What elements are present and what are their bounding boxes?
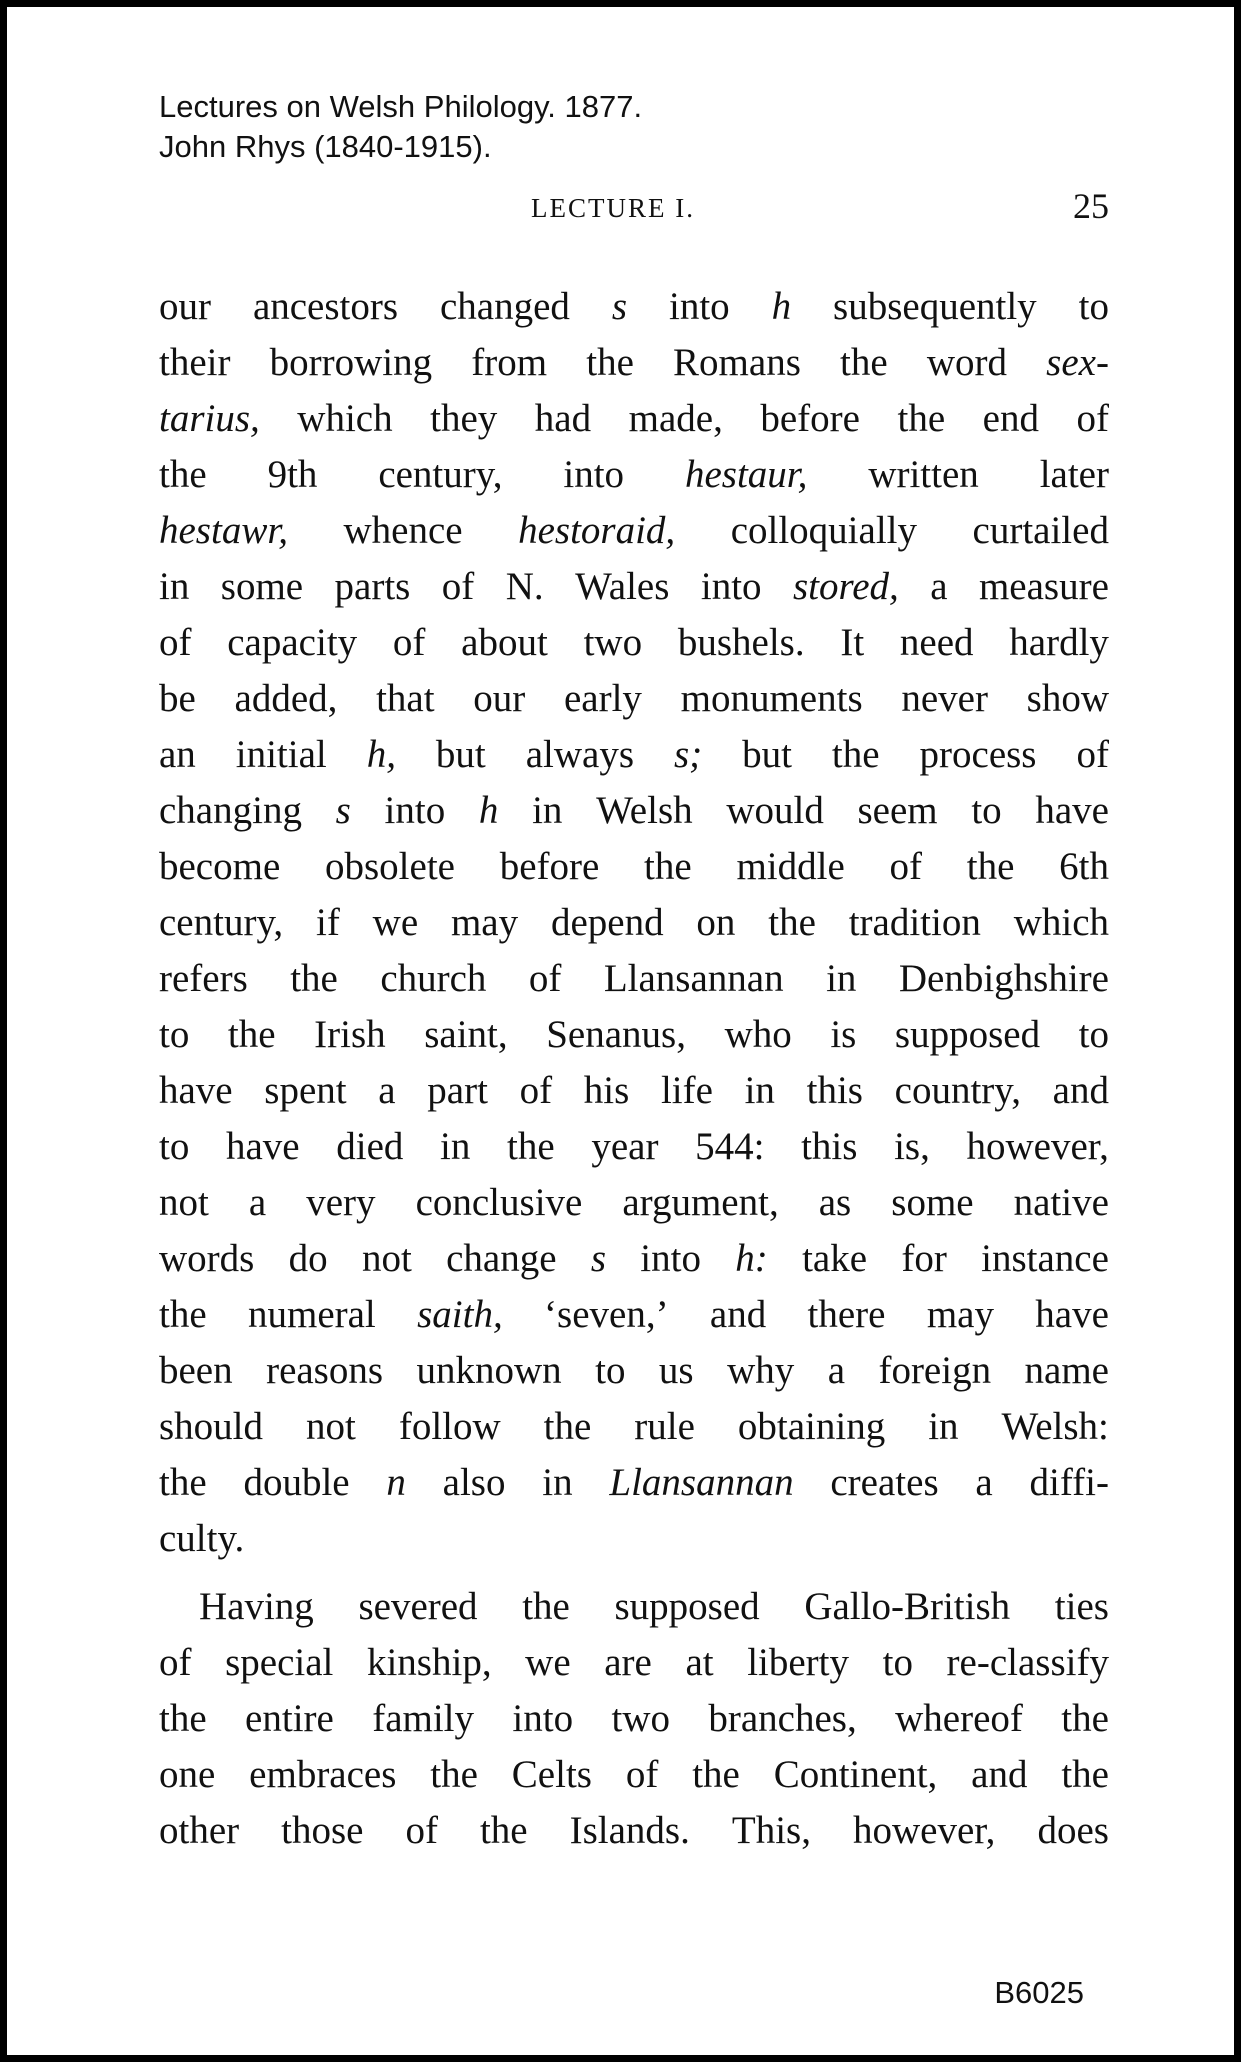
word: in bbox=[159, 565, 190, 608]
word: an bbox=[159, 733, 196, 776]
word: n bbox=[386, 1461, 406, 1504]
word: 9th bbox=[267, 453, 318, 496]
word: to bbox=[595, 1349, 626, 1392]
word: s bbox=[335, 789, 351, 832]
word: It bbox=[840, 621, 865, 664]
word: this bbox=[806, 1069, 863, 1112]
word: made, bbox=[628, 397, 723, 440]
word: our bbox=[473, 677, 526, 720]
word: other bbox=[159, 1809, 240, 1852]
word: words bbox=[159, 1237, 255, 1280]
word: the bbox=[290, 957, 338, 1000]
word: into bbox=[563, 453, 625, 496]
word: saith, bbox=[417, 1293, 503, 1336]
word: liberty bbox=[747, 1641, 850, 1684]
word: stored, bbox=[792, 565, 899, 608]
word: depend bbox=[550, 901, 664, 944]
text-line bbox=[159, 559, 1109, 615]
word: to bbox=[1078, 1013, 1109, 1056]
word: hestaur, bbox=[684, 453, 808, 496]
word: the bbox=[159, 453, 207, 496]
word: Celts bbox=[511, 1753, 592, 1796]
word: the bbox=[644, 845, 692, 888]
word: double bbox=[243, 1461, 350, 1504]
word: borrowing bbox=[269, 341, 433, 384]
word: the bbox=[966, 845, 1015, 888]
word: in bbox=[744, 1069, 775, 1112]
word: of bbox=[889, 845, 922, 888]
text-line bbox=[159, 895, 1109, 951]
word: there bbox=[807, 1293, 886, 1336]
word: seem bbox=[857, 789, 938, 832]
word: 6th bbox=[1059, 845, 1109, 888]
text-line bbox=[159, 1511, 1109, 1567]
word: life bbox=[660, 1069, 713, 1112]
word: h: bbox=[735, 1237, 768, 1280]
word: hestawr, bbox=[159, 509, 288, 552]
word: Denbighshire bbox=[898, 957, 1109, 1000]
word: before bbox=[499, 845, 600, 888]
word: supposed bbox=[894, 1013, 1041, 1056]
word: Continent, bbox=[773, 1753, 938, 1796]
word: into bbox=[700, 565, 762, 608]
source-note-line-2: John Rhys (1840-1915). bbox=[159, 129, 492, 164]
word: this bbox=[801, 1125, 858, 1168]
word: saint, bbox=[424, 1013, 508, 1056]
word: subsequently bbox=[833, 285, 1037, 328]
word: native bbox=[1013, 1181, 1109, 1224]
text-line bbox=[159, 1747, 1109, 1803]
word: entire bbox=[245, 1697, 334, 1740]
word: argument, bbox=[622, 1181, 779, 1224]
word: s; bbox=[673, 733, 703, 776]
word: church bbox=[380, 957, 487, 1000]
word: Welsh bbox=[596, 789, 693, 832]
word: us bbox=[658, 1349, 694, 1392]
text-line bbox=[159, 783, 1109, 839]
word: h, bbox=[366, 733, 396, 776]
source-note bbox=[159, 87, 642, 167]
word: instance bbox=[981, 1237, 1109, 1280]
text-line bbox=[159, 1455, 1109, 1511]
word: one bbox=[159, 1753, 216, 1796]
word: 544: bbox=[695, 1125, 765, 1168]
word: century, bbox=[159, 901, 284, 944]
word: two bbox=[583, 621, 643, 664]
word: who bbox=[724, 1013, 792, 1056]
word: at bbox=[685, 1641, 714, 1684]
word: Romans bbox=[673, 341, 801, 384]
word: a bbox=[378, 1069, 396, 1112]
word: the bbox=[159, 1697, 207, 1740]
word: kinship, bbox=[366, 1641, 492, 1684]
word: but bbox=[435, 733, 486, 776]
word: ‘seven,’ bbox=[544, 1293, 669, 1336]
word: ancestors bbox=[252, 285, 399, 328]
word: N. bbox=[505, 565, 544, 608]
word: Welsh: bbox=[1001, 1405, 1109, 1448]
word: country, bbox=[894, 1069, 1021, 1112]
text-line bbox=[159, 279, 1109, 335]
word: not bbox=[159, 1181, 209, 1224]
word: to bbox=[971, 789, 1002, 832]
word: have bbox=[1035, 789, 1109, 832]
word: follow bbox=[398, 1405, 501, 1448]
word: of bbox=[625, 1753, 659, 1796]
text-line bbox=[159, 391, 1109, 447]
word: changed bbox=[439, 285, 570, 328]
word: should bbox=[159, 1405, 264, 1448]
word: Llansannan bbox=[603, 957, 784, 1000]
running-title: LECTURE I. bbox=[531, 193, 695, 223]
word: never bbox=[901, 677, 988, 720]
word: unknown bbox=[416, 1349, 562, 1392]
word: word bbox=[926, 341, 1008, 384]
text-line bbox=[159, 1691, 1109, 1747]
word: have bbox=[1035, 1293, 1109, 1336]
word: colloquially bbox=[730, 509, 918, 552]
word: creates bbox=[830, 1461, 939, 1504]
text-line bbox=[159, 1579, 1109, 1635]
word: middle bbox=[736, 845, 845, 888]
catalog-code: B6025 bbox=[994, 1975, 1084, 2010]
word: we bbox=[372, 901, 419, 944]
word: a bbox=[827, 1349, 845, 1392]
word: show bbox=[1026, 677, 1109, 720]
word: from bbox=[471, 341, 548, 384]
word: the bbox=[768, 901, 816, 944]
word: s bbox=[611, 285, 628, 328]
text-line bbox=[159, 1007, 1109, 1063]
word: to bbox=[882, 1641, 913, 1684]
word: the bbox=[692, 1753, 740, 1796]
word: into bbox=[512, 1697, 574, 1740]
word: monuments bbox=[680, 677, 863, 720]
word: numeral bbox=[247, 1293, 376, 1336]
word: foreign bbox=[878, 1349, 992, 1392]
word: branches, bbox=[708, 1697, 857, 1740]
word: Gallo-British bbox=[804, 1585, 1011, 1628]
page-number: 25 bbox=[1073, 186, 1109, 226]
word: in bbox=[826, 957, 857, 1000]
word: need bbox=[899, 621, 974, 664]
word: early bbox=[563, 677, 642, 720]
word: some bbox=[220, 565, 304, 608]
source-note-line-1: Lectures on Welsh Philology. 1877. bbox=[159, 89, 643, 124]
word: is, bbox=[894, 1125, 930, 1168]
word: whence bbox=[343, 509, 463, 552]
word: tarius, bbox=[159, 397, 260, 440]
word: of bbox=[392, 621, 426, 664]
word: become bbox=[159, 845, 281, 888]
word: h bbox=[771, 285, 792, 328]
word: but bbox=[742, 733, 792, 776]
word: s bbox=[590, 1237, 606, 1280]
word: to bbox=[159, 1125, 190, 1168]
word: had bbox=[534, 397, 592, 440]
word: of bbox=[441, 565, 475, 608]
word: have bbox=[159, 1069, 233, 1112]
word: the bbox=[897, 397, 946, 440]
word: however, bbox=[966, 1125, 1109, 1168]
running-head bbox=[159, 185, 1109, 229]
word: spent bbox=[264, 1069, 347, 1112]
word: tradition bbox=[848, 901, 981, 944]
word: ties bbox=[1054, 1585, 1109, 1628]
word: reasons bbox=[266, 1349, 384, 1392]
word: if bbox=[316, 901, 340, 944]
word: parts bbox=[334, 565, 411, 608]
word: of bbox=[528, 957, 562, 1000]
body-text bbox=[159, 279, 1109, 1859]
text-line bbox=[159, 1175, 1109, 1231]
word: year bbox=[591, 1125, 659, 1168]
word: about bbox=[461, 621, 548, 664]
word: two bbox=[611, 1697, 670, 1740]
word: re-classify bbox=[946, 1641, 1109, 1684]
word: the bbox=[522, 1585, 570, 1628]
word: Senanus, bbox=[546, 1013, 686, 1056]
word: special bbox=[225, 1641, 334, 1684]
text-line bbox=[159, 1343, 1109, 1399]
word: severed bbox=[358, 1585, 478, 1628]
word: sex- bbox=[1046, 341, 1109, 384]
word: conclusive bbox=[415, 1181, 583, 1224]
text-line bbox=[159, 1287, 1109, 1343]
word: the bbox=[831, 733, 880, 776]
word: on bbox=[696, 901, 736, 944]
word: and bbox=[709, 1293, 767, 1336]
word: which bbox=[297, 397, 393, 440]
word: in bbox=[542, 1461, 573, 1504]
text-line bbox=[159, 335, 1109, 391]
word: the bbox=[1061, 1753, 1109, 1796]
text-line bbox=[159, 1231, 1109, 1287]
text-line bbox=[159, 727, 1109, 783]
word: century, bbox=[378, 453, 503, 496]
word: into bbox=[384, 789, 446, 832]
word: be bbox=[159, 677, 196, 720]
word: supposed bbox=[614, 1585, 760, 1628]
word: capacity bbox=[227, 621, 358, 664]
text-line bbox=[159, 1803, 1109, 1859]
word: not bbox=[306, 1405, 356, 1448]
word: hardly bbox=[1009, 621, 1109, 664]
word: hestoraid, bbox=[518, 509, 676, 552]
word: name bbox=[1024, 1349, 1109, 1392]
word: a bbox=[975, 1461, 993, 1504]
word: the bbox=[543, 1405, 592, 1448]
word: to bbox=[159, 1013, 190, 1056]
word: do bbox=[288, 1237, 328, 1280]
text-line bbox=[159, 447, 1109, 503]
word: the bbox=[227, 1013, 276, 1056]
word: Llansannan bbox=[609, 1461, 794, 1504]
word: a bbox=[930, 565, 948, 608]
word: would bbox=[726, 789, 824, 832]
word: we bbox=[525, 1641, 571, 1684]
word: may bbox=[926, 1293, 994, 1336]
word: obtaining bbox=[737, 1405, 886, 1448]
word: however, bbox=[852, 1809, 996, 1852]
word: written bbox=[868, 453, 979, 496]
text-line bbox=[159, 671, 1109, 727]
word: of bbox=[405, 1809, 438, 1852]
word: This, bbox=[731, 1809, 811, 1852]
word: of bbox=[1076, 397, 1109, 440]
word: into bbox=[668, 285, 730, 328]
word: our bbox=[159, 285, 211, 328]
word: end bbox=[982, 397, 1039, 440]
word: and bbox=[971, 1753, 1028, 1796]
word: of bbox=[159, 1641, 192, 1684]
word: is bbox=[830, 1013, 857, 1056]
word: initial bbox=[235, 733, 327, 776]
word: Irish bbox=[314, 1013, 386, 1056]
word: obsolete bbox=[325, 845, 455, 888]
word: may bbox=[450, 901, 519, 944]
word: refers bbox=[159, 957, 248, 1000]
word: which bbox=[1013, 901, 1109, 944]
word: whereof bbox=[895, 1697, 1023, 1740]
word: the bbox=[479, 1809, 528, 1852]
word: later bbox=[1039, 453, 1109, 496]
word: change bbox=[446, 1237, 557, 1280]
text-line bbox=[159, 503, 1109, 559]
word: the bbox=[159, 1293, 207, 1336]
word: before bbox=[760, 397, 860, 440]
word: been bbox=[159, 1349, 233, 1392]
word: of bbox=[159, 621, 192, 664]
word: not bbox=[361, 1237, 412, 1280]
word: part bbox=[427, 1069, 488, 1112]
word: why bbox=[727, 1349, 795, 1392]
word: process bbox=[919, 733, 1037, 776]
word: for bbox=[901, 1237, 947, 1280]
word: that bbox=[376, 677, 435, 720]
word: in bbox=[928, 1405, 959, 1448]
word: Wales bbox=[575, 565, 670, 608]
word: the bbox=[1061, 1697, 1109, 1740]
word: h bbox=[478, 789, 499, 832]
text-line bbox=[159, 1119, 1109, 1175]
word: of bbox=[1076, 733, 1109, 776]
word: their bbox=[159, 341, 231, 384]
word: died bbox=[336, 1125, 404, 1168]
word: embraces bbox=[249, 1753, 397, 1796]
word: in bbox=[532, 789, 563, 832]
word: the bbox=[586, 341, 634, 384]
text-line bbox=[159, 951, 1109, 1007]
word: to bbox=[1078, 285, 1109, 328]
word: rule bbox=[634, 1405, 695, 1448]
word: in bbox=[440, 1125, 471, 1168]
word: they bbox=[430, 397, 498, 440]
word: culty. bbox=[159, 1517, 245, 1560]
word: into bbox=[640, 1237, 701, 1280]
word: diffi- bbox=[1029, 1461, 1109, 1504]
word: take bbox=[802, 1237, 868, 1280]
text-line bbox=[159, 839, 1109, 895]
word: are bbox=[604, 1641, 652, 1684]
word: very bbox=[306, 1181, 376, 1224]
text-line bbox=[159, 615, 1109, 671]
word: also bbox=[442, 1461, 506, 1504]
word: some bbox=[891, 1181, 974, 1224]
text-line bbox=[159, 1399, 1109, 1455]
word: have bbox=[225, 1125, 300, 1168]
word: Islands. bbox=[569, 1809, 690, 1852]
word: added, bbox=[234, 677, 338, 720]
word: curtailed bbox=[972, 509, 1109, 552]
word: the bbox=[840, 341, 888, 384]
word: family bbox=[372, 1697, 475, 1740]
word: the bbox=[430, 1753, 478, 1796]
word: his bbox=[583, 1069, 630, 1112]
word: does bbox=[1037, 1809, 1109, 1852]
word: a bbox=[248, 1181, 267, 1224]
word: those bbox=[281, 1809, 364, 1852]
word: the bbox=[507, 1125, 555, 1168]
word: and bbox=[1052, 1069, 1109, 1112]
word: the bbox=[159, 1461, 207, 1504]
word: of bbox=[519, 1069, 553, 1112]
word: as bbox=[818, 1181, 852, 1224]
word: bushels. bbox=[677, 621, 805, 664]
text-line bbox=[159, 1635, 1109, 1691]
text-line bbox=[159, 1063, 1109, 1119]
word: always bbox=[525, 733, 635, 776]
word: measure bbox=[978, 565, 1109, 608]
word: changing bbox=[159, 789, 302, 832]
word: Having bbox=[199, 1585, 314, 1628]
